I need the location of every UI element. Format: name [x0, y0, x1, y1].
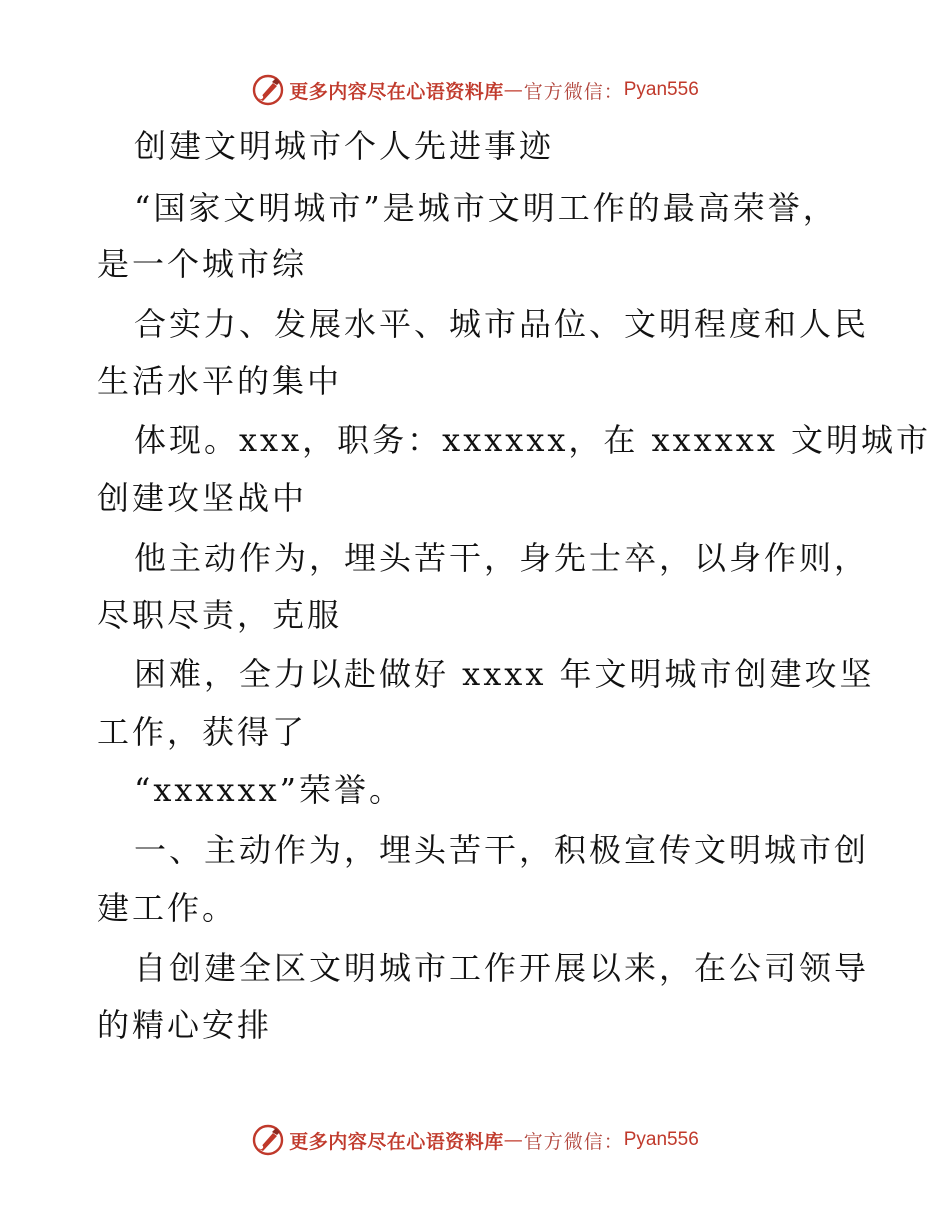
watermark-dash: — — [503, 79, 524, 101]
paragraph-line: 困难，全力以赴做好 xxxx 年文明城市创建攻坚 — [134, 655, 875, 693]
header-watermark — [0, 70, 950, 110]
watermark-text: 更多内容尽在心语资料库 — [289, 80, 504, 103]
footer-watermark — [0, 1120, 950, 1160]
paragraph-line: 工作，获得了 — [97, 713, 308, 751]
paragraph-line: 尽职尽责，克服 — [97, 596, 343, 634]
paragraph-line: “xxxxxx”荣誉。 — [134, 771, 405, 809]
paragraph-line: 是一个城市综 — [97, 245, 308, 283]
paragraph-line: “国家文明城市”是城市文明工作的最高荣誉， — [134, 189, 838, 227]
watermark-dash: — — [503, 1129, 524, 1151]
watermark-official-label: 官方微信： — [523, 1130, 624, 1153]
paragraph-line: 他主动作为，埋头苦干，身先士卒，以身作则， — [134, 539, 870, 577]
paragraph-line: 生活水平的集中 — [97, 362, 343, 400]
watermark-official-label: 官方微信： — [523, 80, 624, 103]
document-title: 创建文明城市个人先进事迹 — [134, 127, 555, 165]
watermark-text: 更多内容尽在心语资料库 — [289, 1130, 504, 1153]
section-heading: 一、主动作为，埋头苦干，积极宣传文明城市创 — [134, 831, 870, 869]
watermark-wechat-id: Pyan556 — [623, 79, 699, 100]
paragraph-line: 的精心安排 — [97, 1006, 273, 1044]
paragraph-line: 合实力、发展水平、城市品位、文明程度和人民 — [134, 305, 870, 343]
watermark-wechat-id: Pyan556 — [623, 1129, 699, 1150]
section-heading: 建工作。 — [97, 889, 238, 927]
paragraph-line: 体现。xxx，职务：xxxxxx，在 xxxxxx 文明城市 — [134, 421, 932, 459]
paragraph-line: 自创建全区文明城市工作开展以来，在公司领导 — [134, 949, 870, 987]
pen-logo-icon — [251, 73, 285, 107]
paragraph-line: 创建攻坚战中 — [97, 479, 308, 517]
pen-logo-icon — [251, 1123, 285, 1157]
